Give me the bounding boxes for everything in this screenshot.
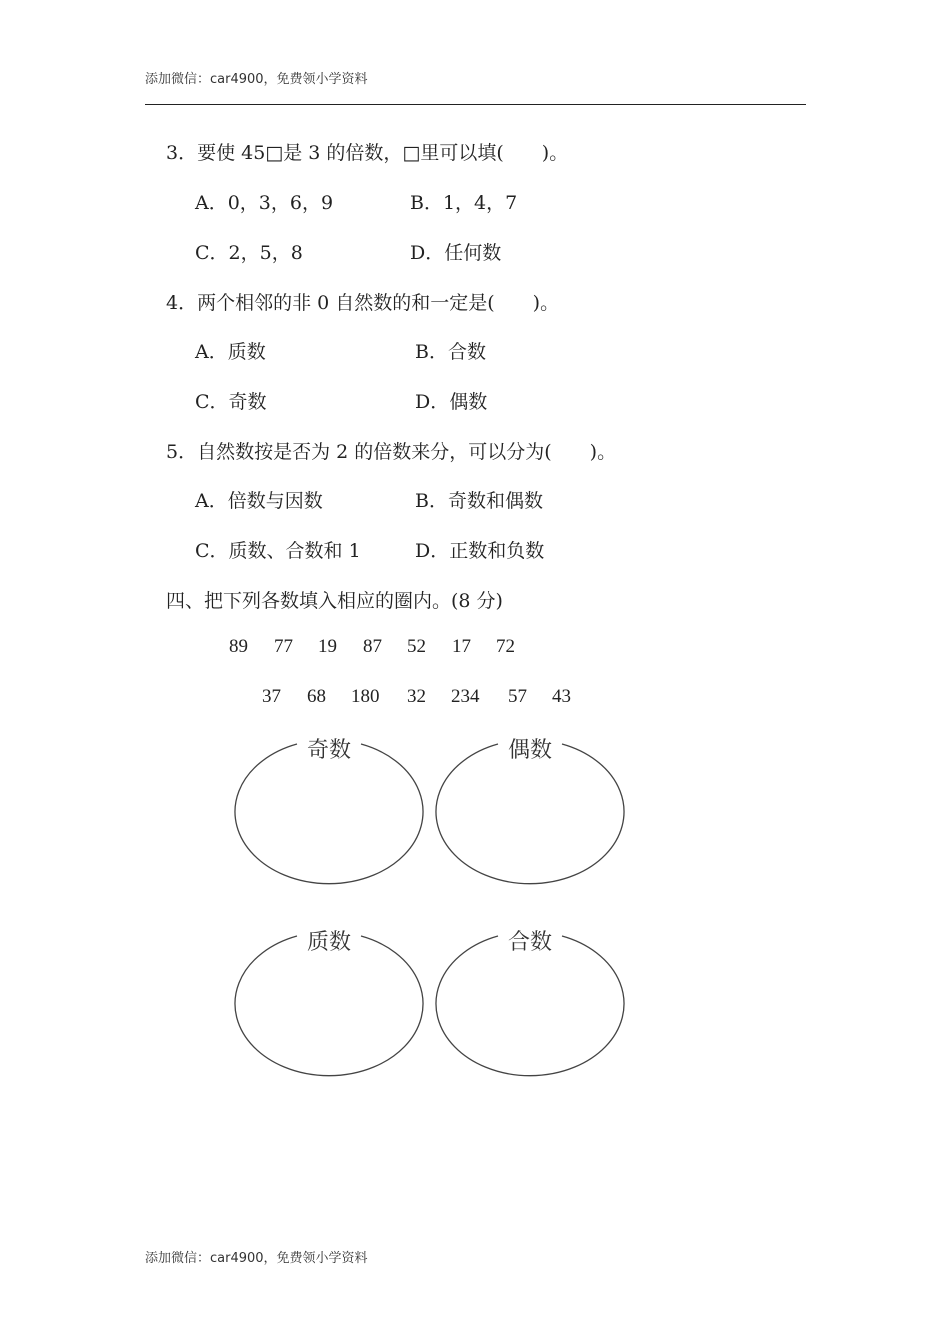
number-row-1-item: 19	[318, 636, 337, 657]
question-3-option-b: B．1，4，7	[410, 192, 518, 214]
question-4-option-d: D．偶数	[415, 391, 488, 413]
number-row-2-item: 43	[552, 686, 571, 707]
page-footer: 添加微信：car4900，免费领小学资料	[145, 1251, 368, 1266]
number-row-2-item: 68	[307, 686, 326, 707]
prime-number-circle[interactable]	[235, 930, 423, 1076]
question-4-option-c: C．奇数	[195, 391, 267, 413]
number-row-1-item: 89	[229, 636, 248, 657]
number-row-1-item: 17	[452, 636, 471, 657]
number-row-2-item: 57	[508, 686, 527, 707]
number-row-1-item: 77	[274, 636, 293, 657]
even-number-circle[interactable]	[436, 738, 624, 884]
composite-number-circle[interactable]	[436, 930, 624, 1076]
question-5-option-a: A．倍数与因数	[195, 490, 323, 512]
number-row-2-item: 32	[407, 686, 426, 707]
question-3-option-d: D．任何数	[410, 242, 502, 264]
composite-number-circle-label: 合数	[507, 930, 553, 955]
odd-number-circle-label: 奇数	[306, 738, 352, 763]
question-5-option-b: B．奇数和偶数	[415, 490, 543, 512]
question-5-stem: 5．自然数按是否为 2 的倍数来分，可以分为( )。	[166, 441, 617, 463]
section-4-title: 四、把下列各数填入相应的圈内。(8 分)	[166, 590, 503, 612]
question-5-option-c: C．质数、合数和 1	[195, 540, 361, 562]
number-row-2-item: 180	[351, 686, 380, 707]
prime-number-circle-label: 质数	[306, 930, 352, 955]
number-row-1-item: 72	[496, 636, 515, 657]
question-3-option-a: A．0，3，6，9	[195, 192, 334, 214]
odd-number-circle[interactable]	[235, 738, 423, 884]
page-header: 添加微信：car4900，免费领小学资料	[145, 72, 368, 87]
question-5-option-d: D．正数和负数	[415, 540, 545, 562]
number-row-2-item: 234	[451, 686, 480, 707]
question-3-stem: 3．要使 45□是 3 的倍数，□里可以填( )。	[166, 142, 569, 164]
number-row-1-item: 87	[363, 636, 382, 657]
even-number-circle-label: 偶数	[507, 738, 553, 763]
number-row-1-item: 52	[407, 636, 426, 657]
question-4-option-a: A．质数	[195, 341, 266, 363]
question-4-stem: 4．两个相邻的非 0 自然数的和一定是( )。	[166, 292, 560, 314]
number-row-2-item: 37	[262, 686, 281, 707]
question-4-option-b: B．合数	[415, 341, 486, 363]
question-3-option-c: C．2，5，8	[195, 242, 303, 264]
